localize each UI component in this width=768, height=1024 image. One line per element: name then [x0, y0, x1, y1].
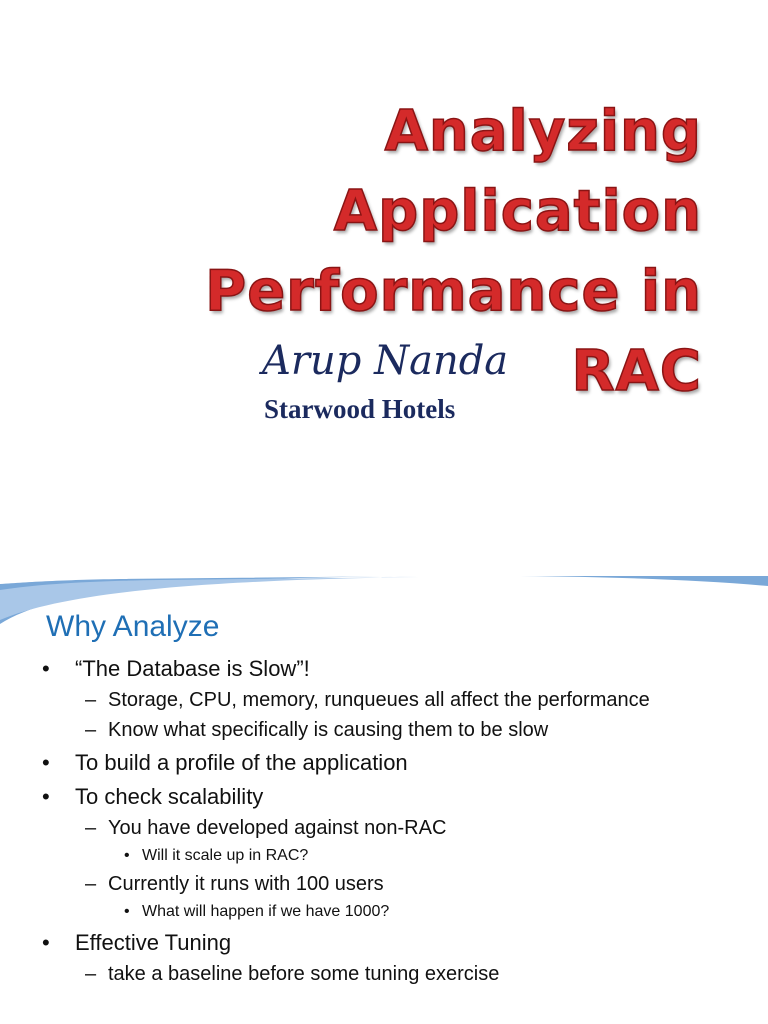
author-name: Arup Nanda — [262, 338, 509, 384]
list-item: – take a baseline before some tuning exercise — [40, 962, 740, 986]
slide-heading: Why Analyze — [46, 610, 220, 643]
content-slide — [0, 576, 768, 1024]
list-item: – Currently it runs with 100 users — [40, 872, 740, 896]
list-item: – Know what specifically is causing them to be slow — [40, 718, 740, 742]
title-line: Application — [333, 179, 702, 244]
list-item: • Effective Tuning — [40, 930, 740, 956]
bullet-list — [40, 656, 740, 986]
list-item: • Will it scale up in RAC? — [40, 846, 740, 866]
list-item: • “The Database is Slow”! — [40, 656, 740, 682]
company-name: Starwood Hotels — [264, 394, 456, 424]
title-line: RAC — [571, 339, 702, 404]
list-item: – Storage, CPU, memory, runqueues all affect the performance — [40, 688, 740, 712]
title-line: Performance in — [205, 259, 702, 324]
list-item: • What will happen if we have 1000? — [40, 902, 740, 922]
list-item: – You have developed against non-RAC — [40, 816, 740, 840]
title-line: Analyzing — [384, 99, 702, 164]
list-item: • To check scalability — [40, 784, 740, 810]
list-item: • To build a profile of the application — [40, 750, 740, 776]
